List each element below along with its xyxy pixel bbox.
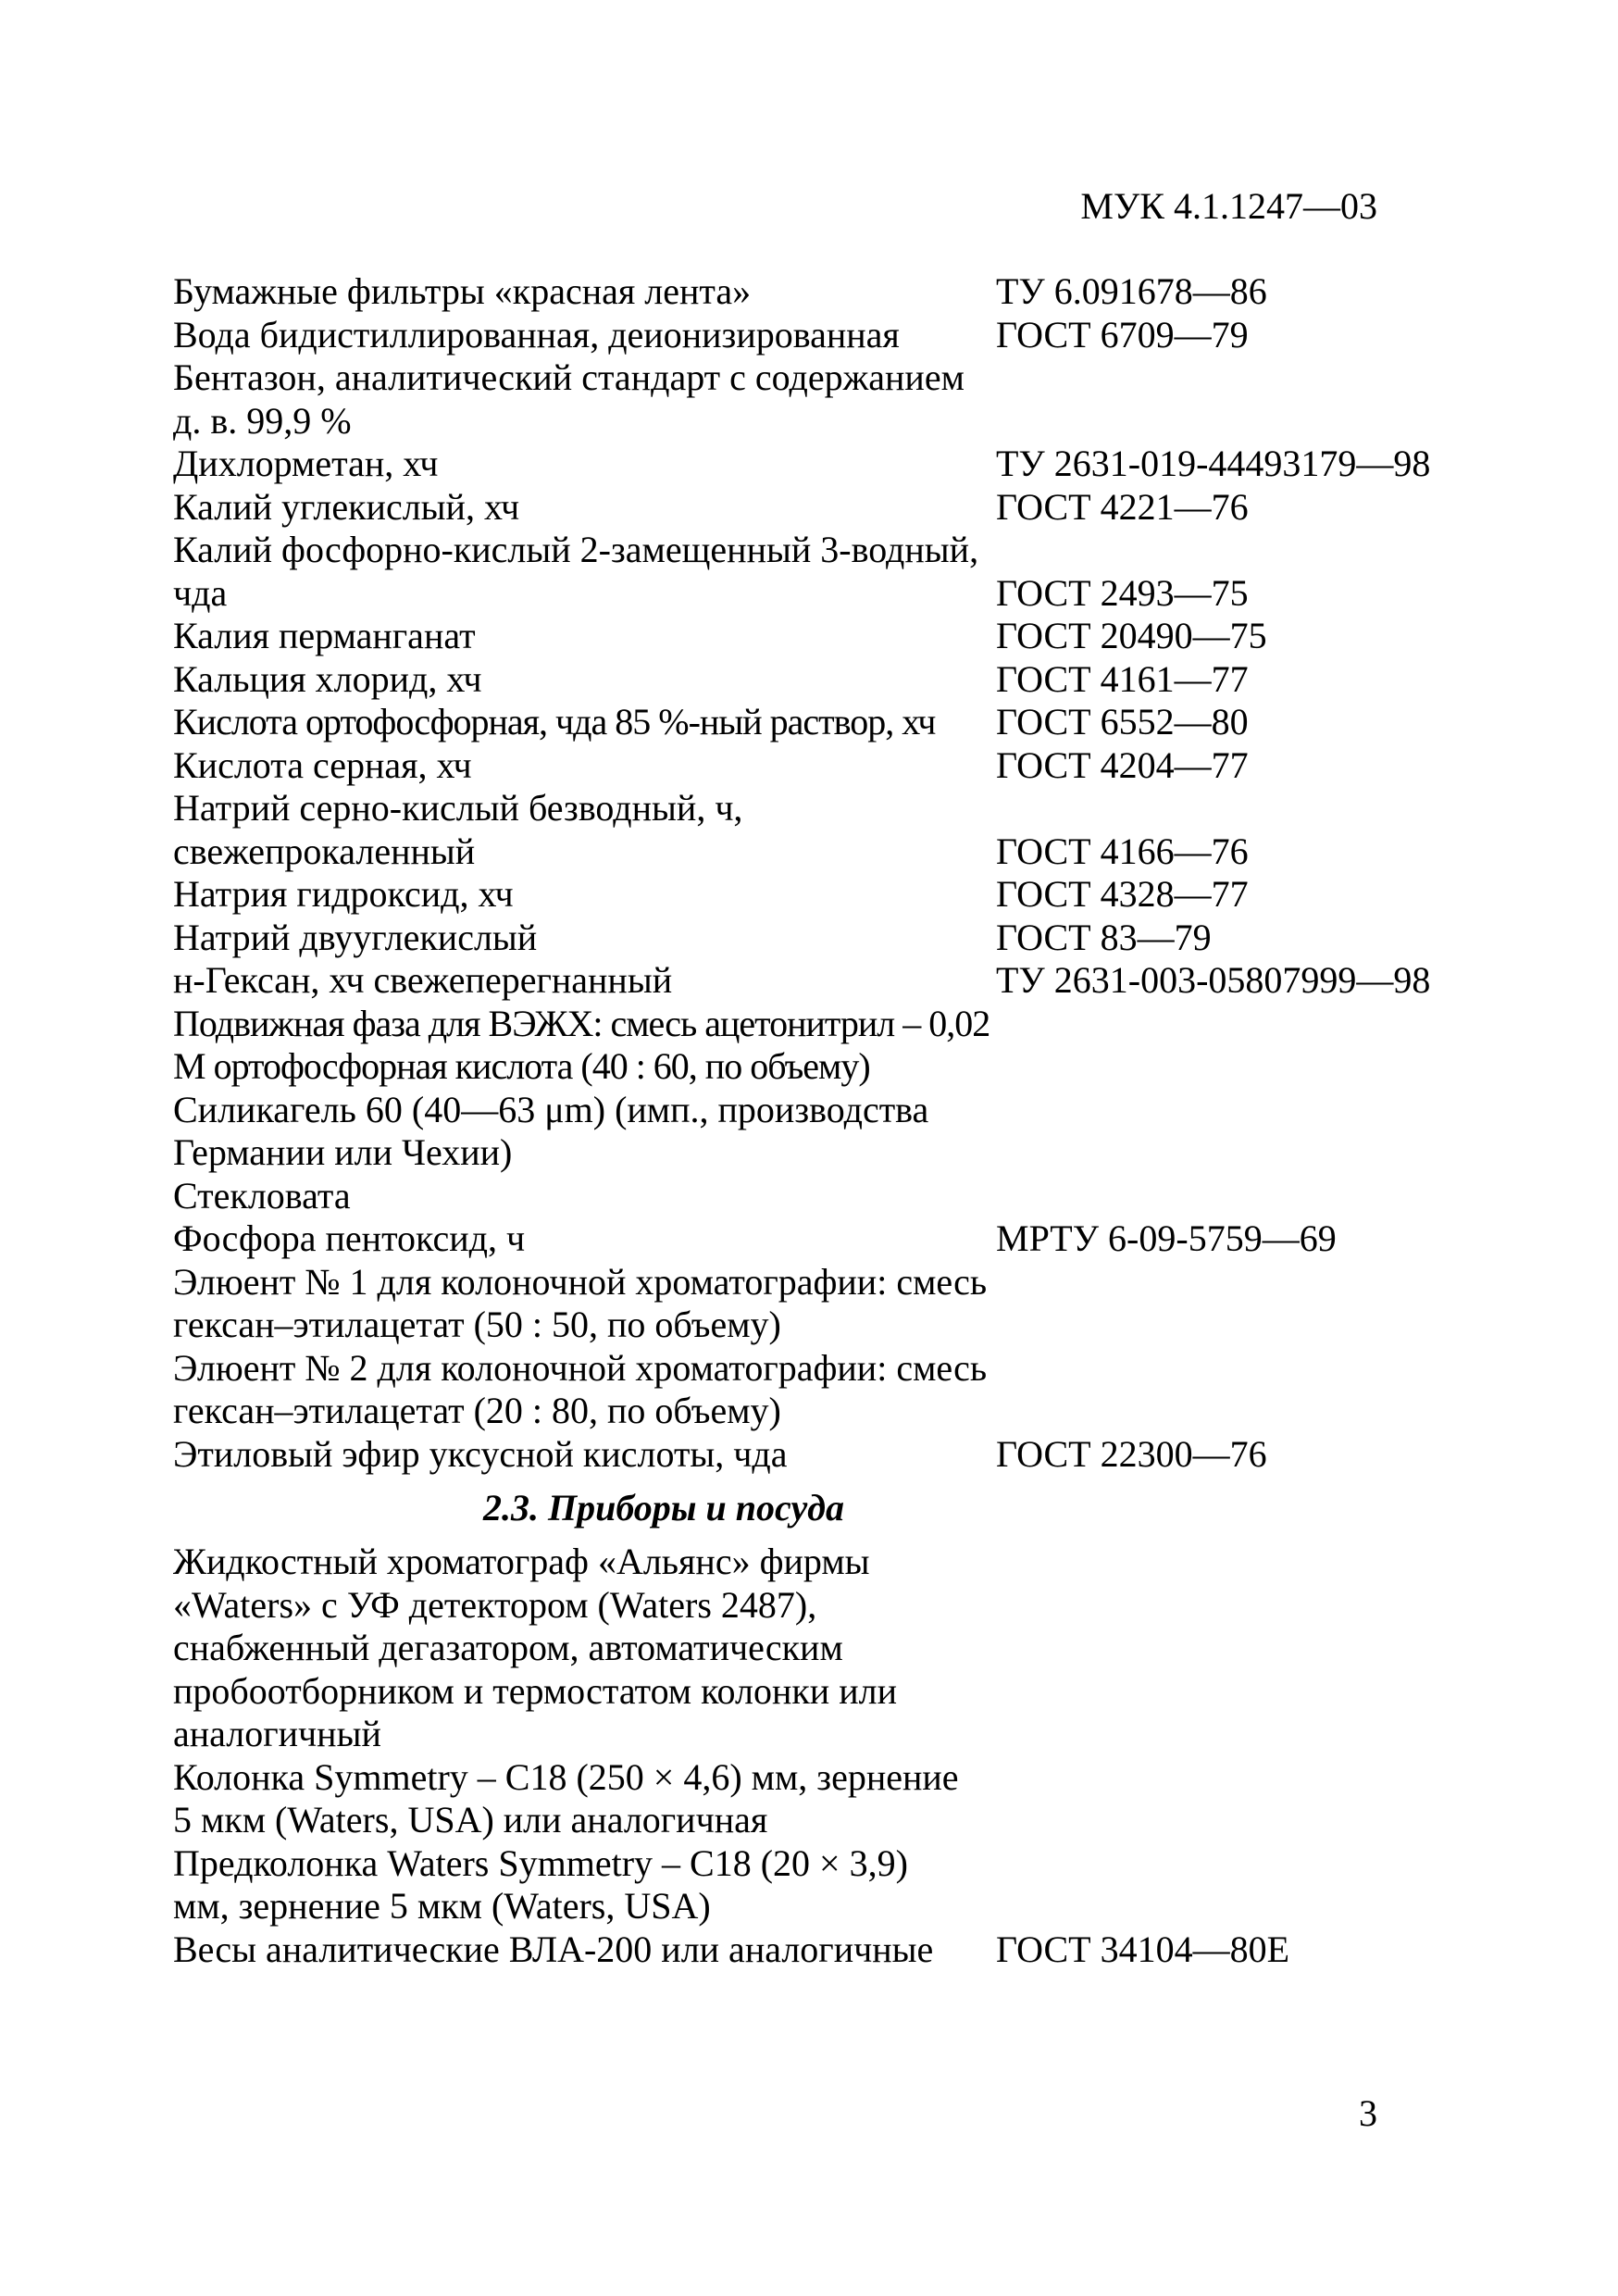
item-name: Дихлорметан, хч	[173, 443, 439, 484]
item-standard: ГОСТ 4161—77	[996, 657, 1249, 700]
item-name: Этиловый эфир уксусной кислоты, чда	[173, 1432, 788, 1475]
item-name: н-Гексан, хч свежеперегнанный	[173, 959, 673, 1001]
list-item	[173, 1541, 1469, 1756]
list-item	[173, 1756, 1469, 1842]
list-item	[173, 1433, 1469, 1477]
item-standard: ГОСТ 4166—76	[996, 830, 1249, 872]
item-name: Натрий серно-кислый безводный, ч, свежепрокаленный	[173, 787, 743, 872]
document-code: МУК 4.1.1247—03	[1080, 185, 1377, 227]
list-item	[173, 917, 1469, 960]
item-standard: ГОСТ 4328—77	[996, 873, 1249, 915]
list-item	[173, 1089, 1469, 1175]
item-name: Жидкостный хроматограф «Альянс» фирмы «Waters» с УФ детектором (Waters 2487), снабженный дегазатором, автоматическим пробоотборником и термостатом колонки или аналогичный	[173, 1541, 897, 1754]
item-name: Кальция хлорид, хч	[173, 657, 482, 700]
item-name: Элюент № 1 для колоночной хроматографии: смесь гексан–этилацетат (50 : 50, по объему)	[173, 1260, 988, 1345]
list-item	[173, 314, 1469, 357]
list-item	[173, 1347, 1469, 1433]
item-standard: ГОСТ 6709—79	[996, 313, 1249, 356]
item-name: Предколонка Waters Symmetry – С18 (20 × 3,9) мм, зернение 5 мкм (Waters, USA)	[173, 1841, 908, 1927]
item-standard: МРТУ 6-09-5759—69	[996, 1217, 1337, 1259]
item-name: Натрия гидроксид, хч	[173, 873, 514, 915]
item-standard: ТУ 2631-019-44493179—98	[996, 443, 1431, 484]
item-name: Колонка Symmetry – С18 (250 × 4,6) мм, зернение 5 мкм (Waters, USA) или аналогичная	[173, 1755, 959, 1841]
item-name: Вода бидистиллированная, деионизированная	[173, 313, 900, 356]
list-item	[173, 658, 1469, 702]
list-item	[173, 1928, 1469, 1972]
item-standard: ГОСТ 4221—76	[996, 485, 1249, 528]
item-standard: ГОСТ 6552—80	[996, 701, 1249, 742]
item-standard: ГОСТ 4204—77	[996, 743, 1249, 786]
item-name: Элюент № 2 для колоночной хроматографии: смесь гексан–этилацетат (20 : 80, по объему)	[173, 1346, 988, 1431]
item-name: Подвижная фаза для ВЭЖХ: смесь ацетонитрил – 0,02 М ортофосфорная кислота (40 : 60, по объему)	[173, 1002, 990, 1087]
item-standard: ТУ 2631-003-05807999—98	[996, 959, 1431, 1001]
item-name: Фосфора пентоксид, ч	[173, 1217, 526, 1259]
reagents-list	[173, 270, 1469, 1476]
list-item	[173, 744, 1469, 788]
item-standard: ТУ 6.091678—86	[996, 270, 1267, 312]
equipment-list	[173, 1541, 1469, 1971]
item-name: Весы аналитические ВЛА-200 или аналогичные	[173, 1928, 934, 1970]
list-item	[173, 787, 1469, 873]
item-name: Калий фосфорно-кислый 2-замещенный 3-водный, чда	[173, 529, 979, 614]
page-content	[173, 270, 1469, 1971]
item-name: Бумажные фильтры «красная лента»	[173, 270, 752, 312]
list-item	[173, 959, 1469, 1003]
list-item	[173, 1842, 1469, 1928]
list-item	[173, 443, 1469, 486]
list-item	[173, 270, 1469, 314]
item-standard: ГОСТ 20490—75	[996, 615, 1267, 656]
page-number: 3	[1359, 2092, 1377, 2134]
item-name: Натрий двууглекислый	[173, 916, 538, 958]
list-item	[173, 615, 1469, 658]
list-item	[173, 1175, 1469, 1218]
item-name: Калия перманганат	[173, 615, 476, 656]
item-standard: ГОСТ 2493—75	[996, 571, 1249, 614]
item-standard: ГОСТ 83—79	[996, 916, 1212, 958]
list-item	[173, 873, 1469, 917]
list-item	[173, 1003, 1469, 1089]
list-item	[173, 701, 1469, 744]
item-name: Кислота ортофосфорная, чда 85 %-ный раствор, хч	[173, 701, 936, 742]
section-heading: 2.3. Приборы и посуда	[483, 1487, 844, 1529]
item-name: Кислота серная, хч	[173, 743, 472, 786]
list-item	[173, 1217, 1469, 1261]
item-name: Стекловата	[173, 1174, 351, 1217]
list-item	[173, 1261, 1469, 1347]
item-name: Бентазон, аналитический стандарт с содержанием д. в. 99,9 %	[173, 356, 965, 442]
item-name: Калий углекислый, хч	[173, 485, 520, 528]
item-standard: ГОСТ 34104—80Е	[996, 1928, 1290, 1970]
list-item	[173, 356, 1469, 443]
item-standard: ГОСТ 22300—76	[996, 1432, 1267, 1475]
list-item	[173, 486, 1469, 530]
list-item	[173, 529, 1469, 615]
item-name: Силикагель 60 (40—63 μm) (имп., производства Германии или Чехии)	[173, 1088, 929, 1173]
